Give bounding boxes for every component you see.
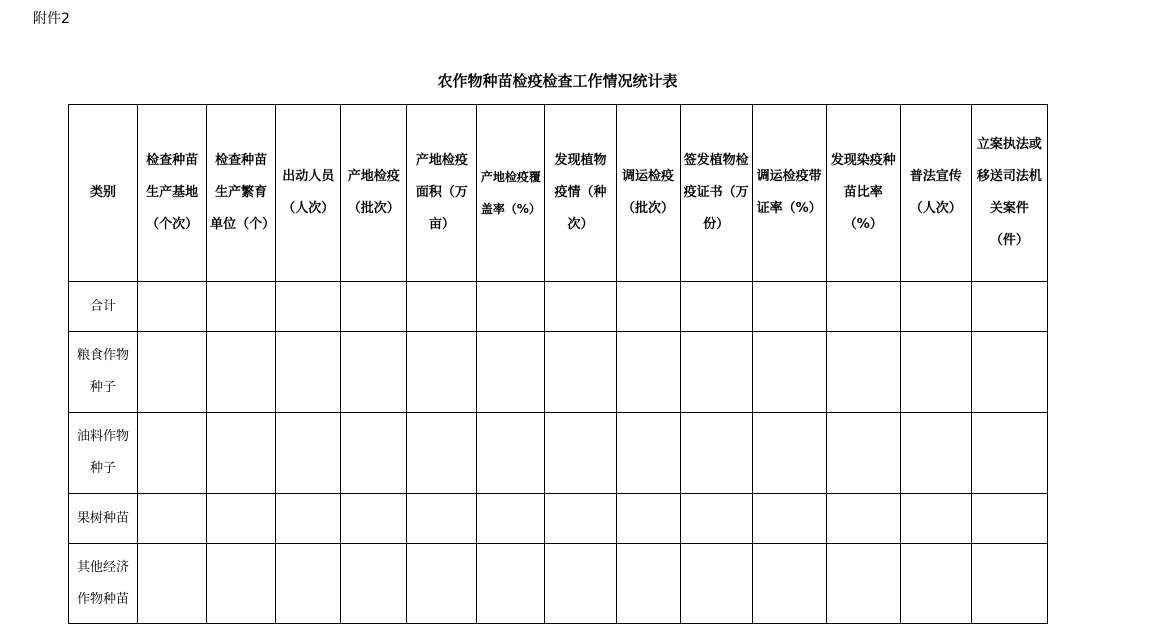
data-cell[interactable] bbox=[971, 282, 1047, 332]
data-cell[interactable] bbox=[341, 282, 407, 332]
data-cell[interactable] bbox=[826, 494, 900, 544]
header-label: 发现染疫种苗比率（%） bbox=[830, 153, 896, 232]
header-label: 普法宣传（人次） bbox=[909, 169, 962, 216]
table-row-fruit-seedlings bbox=[69, 494, 1048, 544]
header-cell-category bbox=[69, 105, 138, 282]
data-cell[interactable] bbox=[545, 494, 616, 544]
data-cell[interactable] bbox=[900, 544, 971, 624]
row-label: 其他经济作物种苗 bbox=[69, 544, 138, 624]
header-label: 产地检疫覆盖率（%） bbox=[480, 170, 541, 216]
data-cell[interactable] bbox=[616, 332, 680, 413]
data-cell[interactable] bbox=[680, 282, 752, 332]
data-cell[interactable] bbox=[680, 494, 752, 544]
header-cell-origin-quarantine-batches bbox=[341, 105, 407, 282]
data-cell[interactable] bbox=[138, 282, 207, 332]
data-cell[interactable] bbox=[276, 413, 341, 494]
data-cell[interactable] bbox=[616, 413, 680, 494]
data-cell[interactable] bbox=[826, 282, 900, 332]
data-cell[interactable] bbox=[341, 332, 407, 413]
data-cell[interactable] bbox=[276, 332, 341, 413]
data-cell[interactable] bbox=[971, 413, 1047, 494]
data-cell[interactable] bbox=[207, 494, 276, 544]
header-label: 产地检疫面积（万亩） bbox=[415, 153, 468, 232]
header-label: 立案执法或移送司法机关案件（件） bbox=[976, 137, 1042, 248]
data-cell[interactable] bbox=[477, 413, 545, 494]
header-row bbox=[69, 105, 1048, 282]
data-cell[interactable] bbox=[616, 494, 680, 544]
data-cell[interactable] bbox=[545, 544, 616, 624]
table-row-oil-seeds bbox=[69, 413, 1048, 494]
data-cell[interactable] bbox=[900, 282, 971, 332]
header-cell-law-cases bbox=[971, 105, 1047, 282]
header-cell-units-inspected bbox=[207, 105, 276, 282]
data-cell[interactable] bbox=[138, 332, 207, 413]
data-cell[interactable] bbox=[276, 544, 341, 624]
data-cell[interactable] bbox=[477, 494, 545, 544]
header-label: 产地检疫（批次） bbox=[347, 169, 400, 216]
header-label: 类别 bbox=[90, 185, 117, 200]
table-row-grain-seeds bbox=[69, 332, 1048, 413]
table-row-total bbox=[69, 282, 1048, 332]
attachment-label: 附件2 bbox=[33, 11, 70, 27]
table-row-other-crops bbox=[69, 544, 1048, 624]
header-cell-infected-rate bbox=[826, 105, 900, 282]
data-cell[interactable] bbox=[680, 332, 752, 413]
statistics-table bbox=[68, 104, 1048, 624]
header-label: 检查种苗生产基地（个次） bbox=[146, 153, 199, 232]
data-cell[interactable] bbox=[545, 332, 616, 413]
data-cell[interactable] bbox=[752, 282, 826, 332]
data-cell[interactable] bbox=[900, 494, 971, 544]
data-cell[interactable] bbox=[477, 282, 545, 332]
data-cell[interactable] bbox=[407, 282, 477, 332]
header-cell-personnel bbox=[276, 105, 341, 282]
data-cell[interactable] bbox=[826, 544, 900, 624]
data-cell[interactable] bbox=[407, 332, 477, 413]
data-cell[interactable] bbox=[207, 332, 276, 413]
header-cell-origin-quarantine-area bbox=[407, 105, 477, 282]
header-label: 检查种苗生产繁育单位（个） bbox=[210, 153, 276, 232]
data-cell[interactable] bbox=[276, 494, 341, 544]
data-cell[interactable] bbox=[138, 494, 207, 544]
header-label: 出动人员（人次） bbox=[282, 169, 335, 216]
data-cell[interactable] bbox=[138, 413, 207, 494]
data-cell[interactable] bbox=[752, 544, 826, 624]
data-cell[interactable] bbox=[680, 413, 752, 494]
header-label: 调运检疫（批次） bbox=[622, 169, 675, 216]
data-cell[interactable] bbox=[341, 413, 407, 494]
data-cell[interactable] bbox=[545, 413, 616, 494]
data-cell[interactable] bbox=[341, 494, 407, 544]
data-cell[interactable] bbox=[752, 332, 826, 413]
data-cell[interactable] bbox=[900, 413, 971, 494]
data-cell[interactable] bbox=[752, 494, 826, 544]
header-cell-bases-inspected bbox=[138, 105, 207, 282]
header-label: 签发植物检疫证书（万份） bbox=[683, 153, 749, 232]
header-label: 发现植物疫情（种次） bbox=[554, 153, 607, 232]
header-cell-transport-quarantine bbox=[616, 105, 680, 282]
data-cell[interactable] bbox=[826, 413, 900, 494]
data-cell[interactable] bbox=[407, 413, 477, 494]
data-cell[interactable] bbox=[616, 282, 680, 332]
data-cell[interactable] bbox=[680, 544, 752, 624]
data-cell[interactable] bbox=[971, 494, 1047, 544]
header-label: 调运检疫带证率（%） bbox=[756, 169, 822, 216]
data-cell[interactable] bbox=[207, 413, 276, 494]
row-label: 粮食作物种子 bbox=[69, 332, 138, 413]
data-cell[interactable] bbox=[477, 332, 545, 413]
data-cell[interactable] bbox=[207, 544, 276, 624]
header-cell-certificate-rate bbox=[752, 105, 826, 282]
data-cell[interactable] bbox=[971, 332, 1047, 413]
header-cell-certificates-issued bbox=[680, 105, 752, 282]
document-title: 农作物种苗检疫检查工作情况统计表 bbox=[437, 72, 678, 90]
data-cell[interactable] bbox=[900, 332, 971, 413]
data-cell[interactable] bbox=[138, 544, 207, 624]
data-cell[interactable] bbox=[545, 282, 616, 332]
row-label: 合计 bbox=[69, 282, 138, 332]
data-cell[interactable] bbox=[407, 494, 477, 544]
data-cell[interactable] bbox=[341, 544, 407, 624]
data-cell[interactable] bbox=[971, 544, 1047, 624]
header-cell-epidemic-found bbox=[545, 105, 616, 282]
data-cell[interactable] bbox=[477, 544, 545, 624]
row-label: 油料作物种子 bbox=[69, 413, 138, 494]
header-cell-origin-coverage-rate bbox=[477, 105, 545, 282]
data-cell[interactable] bbox=[276, 282, 341, 332]
data-cell[interactable] bbox=[616, 544, 680, 624]
header-cell-law-publicity bbox=[900, 105, 971, 282]
data-cell[interactable] bbox=[752, 413, 826, 494]
data-cell[interactable] bbox=[407, 544, 477, 624]
data-cell[interactable] bbox=[207, 282, 276, 332]
data-cell[interactable] bbox=[826, 332, 900, 413]
row-label: 果树种苗 bbox=[69, 494, 138, 544]
